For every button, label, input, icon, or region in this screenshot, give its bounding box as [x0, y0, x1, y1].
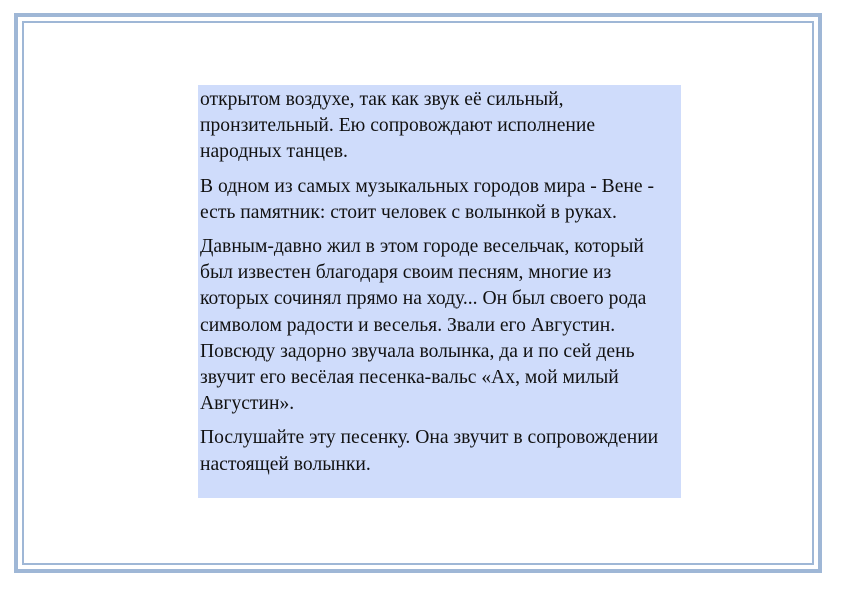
paragraph-3: Давным-давно жил в этом городе весельчак, который был известен благодаря своим песням, многие из которых сочинял прямо на ходу... Он был своего рода символом радости и веселья. Звали его Августин. Повсюду задорно звучала волынка, да и по сей день звучит его весёлая песенка-вальс «Ах, мой милый Августин». — [200, 236, 647, 415]
text-box — [198, 85, 681, 498]
paragraph-4: Послушайте эту песенку. Она звучит в сопровождении настоящей волынки. — [200, 427, 659, 475]
paragraph-1: открытом воздухе, так как звук её сильный, пронзительный. Ею сопровождают исполнение народных танцев. — [200, 89, 596, 163]
paragraph-2: В одном из самых музыкальных городов мира - Вене - есть памятник: стоит человек с волынкой в руках. — [200, 175, 655, 223]
